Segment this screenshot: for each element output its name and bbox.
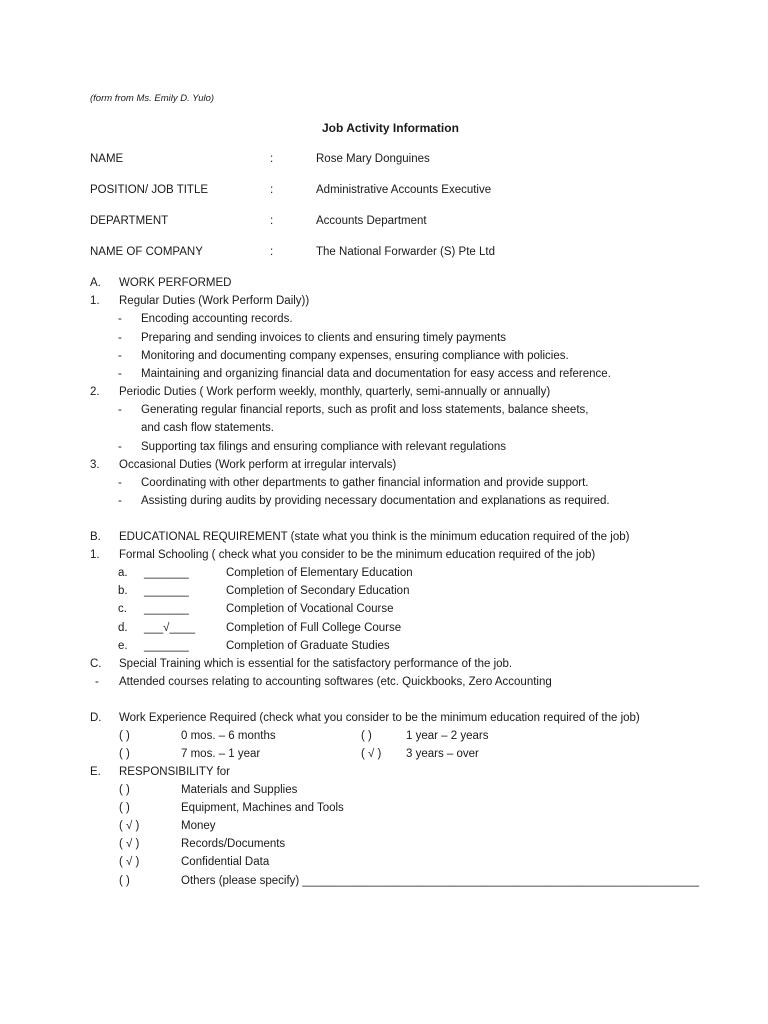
section-heading: EDUCATIONAL REQUIREMENT (state what you think is the minimum education required of the job) bbox=[119, 531, 630, 543]
option-label: 1 year – 2 years bbox=[406, 730, 489, 742]
option-blank-checked[interactable]: ___√____ bbox=[144, 622, 196, 634]
field-colon: : bbox=[270, 215, 274, 227]
list-item: Generating regular financial reports, such as profit and loss statements, balance sheets, bbox=[141, 404, 589, 416]
option-label-others[interactable]: Others (please specify) ______________________________________________________________ bbox=[181, 875, 699, 887]
option-label: Completion of Full College Course bbox=[226, 622, 402, 634]
form-title: Job Activity Information bbox=[322, 121, 459, 135]
section-marker: D. bbox=[90, 712, 102, 724]
option-letter: d. bbox=[118, 622, 128, 634]
bullet-dash: - bbox=[118, 404, 122, 416]
section-heading: Special Training which is essential for the satisfactory performance of the job. bbox=[119, 658, 513, 670]
option-label: 7 mos. – 1 year bbox=[181, 748, 261, 760]
checkbox-checked[interactable]: ( √ ) bbox=[119, 856, 140, 868]
checkbox[interactable]: ( ) bbox=[119, 784, 130, 796]
option-label: Materials and Supplies bbox=[181, 784, 298, 796]
bullet-dash: - bbox=[118, 495, 122, 507]
option-label: Completion of Secondary Education bbox=[226, 585, 410, 597]
list-marker: 3. bbox=[90, 459, 100, 471]
duty-group-label: Regular Duties (Work Perform Daily)) bbox=[119, 295, 310, 307]
checkbox-checked[interactable]: ( √ ) bbox=[361, 748, 382, 760]
field-label: NAME OF COMPANY bbox=[90, 246, 203, 258]
list-item: Coordinating with other departments to gather financial information and provide support. bbox=[141, 477, 589, 489]
section-heading: RESPONSIBILITY for bbox=[119, 766, 230, 778]
checkbox-checked[interactable]: ( √ ) bbox=[119, 838, 140, 850]
checkbox[interactable]: ( ) bbox=[119, 802, 130, 814]
list-item: Preparing and sending invoices to clients and ensuring timely payments bbox=[141, 332, 507, 344]
field-label: POSITION/ JOB TITLE bbox=[90, 184, 209, 196]
option-blank[interactable]: _______ bbox=[144, 603, 189, 615]
section-heading: WORK PERFORMED bbox=[119, 277, 232, 289]
field-label: DEPARTMENT bbox=[90, 215, 169, 227]
list-marker: 1. bbox=[90, 295, 100, 307]
checkbox-checked[interactable]: ( √ ) bbox=[119, 820, 140, 832]
bullet-dash: - bbox=[118, 350, 122, 362]
option-label: Confidential Data bbox=[181, 856, 270, 868]
section-marker: A. bbox=[90, 277, 101, 289]
bullet-dash: - bbox=[118, 368, 122, 380]
option-blank[interactable]: _______ bbox=[144, 640, 189, 652]
option-label: 0 mos. – 6 months bbox=[181, 730, 276, 742]
option-letter: b. bbox=[118, 585, 128, 597]
list-marker: 1. bbox=[90, 549, 100, 561]
field-colon: : bbox=[270, 153, 274, 165]
bullet-dash: - bbox=[118, 477, 122, 489]
option-letter: e. bbox=[118, 640, 128, 652]
field-colon: : bbox=[270, 184, 274, 196]
duty-group-label: Periodic Duties ( Work perform weekly, monthly, quarterly, semi-annually or annually) bbox=[119, 386, 551, 398]
bullet-dash: - bbox=[118, 313, 122, 325]
option-letter: a. bbox=[118, 567, 128, 579]
option-label: Completion of Elementary Education bbox=[226, 567, 413, 579]
field-value: Rose Mary Donguines bbox=[316, 153, 430, 165]
checkbox[interactable]: ( ) bbox=[119, 748, 130, 760]
section-marker: C. bbox=[90, 658, 102, 670]
form-source-note: (form from Ms. Emily D. Yulo) bbox=[90, 93, 215, 104]
section-marker: B. bbox=[90, 531, 101, 543]
checkbox[interactable]: ( ) bbox=[361, 730, 372, 742]
section-marker: E. bbox=[90, 766, 101, 778]
field-label: NAME bbox=[90, 153, 124, 165]
list-item: Monitoring and documenting company expenses, ensuring compliance with policies. bbox=[141, 350, 569, 362]
field-value: Administrative Accounts Executive bbox=[316, 184, 492, 196]
field-value: The National Forwarder (S) Pte Ltd bbox=[316, 246, 495, 258]
list-item: Attended courses relating to accounting softwares (etc. Quickbooks, Zero Accounting bbox=[119, 676, 552, 688]
option-label: Completion of Graduate Studies bbox=[226, 640, 390, 652]
list-item: Maintaining and organizing financial data and documentation for easy access and reference. bbox=[141, 368, 611, 380]
list-item: Supporting tax filings and ensuring compliance with relevant regulations bbox=[141, 441, 507, 453]
bullet-dash: - bbox=[118, 332, 122, 344]
bullet-dash: - bbox=[118, 441, 122, 453]
field-colon: : bbox=[270, 246, 274, 258]
list-marker: 2. bbox=[90, 386, 100, 398]
option-label: 3 years – over bbox=[406, 748, 479, 760]
option-letter: c. bbox=[118, 603, 127, 615]
list-item-continuation: and cash flow statements. bbox=[141, 422, 274, 434]
option-blank[interactable]: _______ bbox=[144, 585, 189, 597]
option-blank[interactable]: _______ bbox=[144, 567, 189, 579]
duty-group-label: Occasional Duties (Work perform at irregular intervals) bbox=[119, 459, 397, 471]
subsection-label: Formal Schooling ( check what you consider to be the minimum education required of the job) bbox=[119, 549, 596, 561]
checkbox[interactable]: ( ) bbox=[119, 875, 130, 887]
option-label: Records/Documents bbox=[181, 838, 286, 850]
field-value: Accounts Department bbox=[316, 215, 427, 227]
option-label: Equipment, Machines and Tools bbox=[181, 802, 344, 814]
checkbox[interactable]: ( ) bbox=[119, 730, 130, 742]
option-label: Money bbox=[181, 820, 216, 832]
option-label: Completion of Vocational Course bbox=[226, 603, 394, 615]
list-item: Encoding accounting records. bbox=[141, 313, 293, 325]
bullet-dash: - bbox=[95, 676, 99, 688]
list-item: Assisting during audits by providing necessary documentation and explanations as required. bbox=[141, 495, 610, 507]
section-heading: Work Experience Required (check what you consider to be the minimum education required of the job) bbox=[119, 712, 640, 724]
